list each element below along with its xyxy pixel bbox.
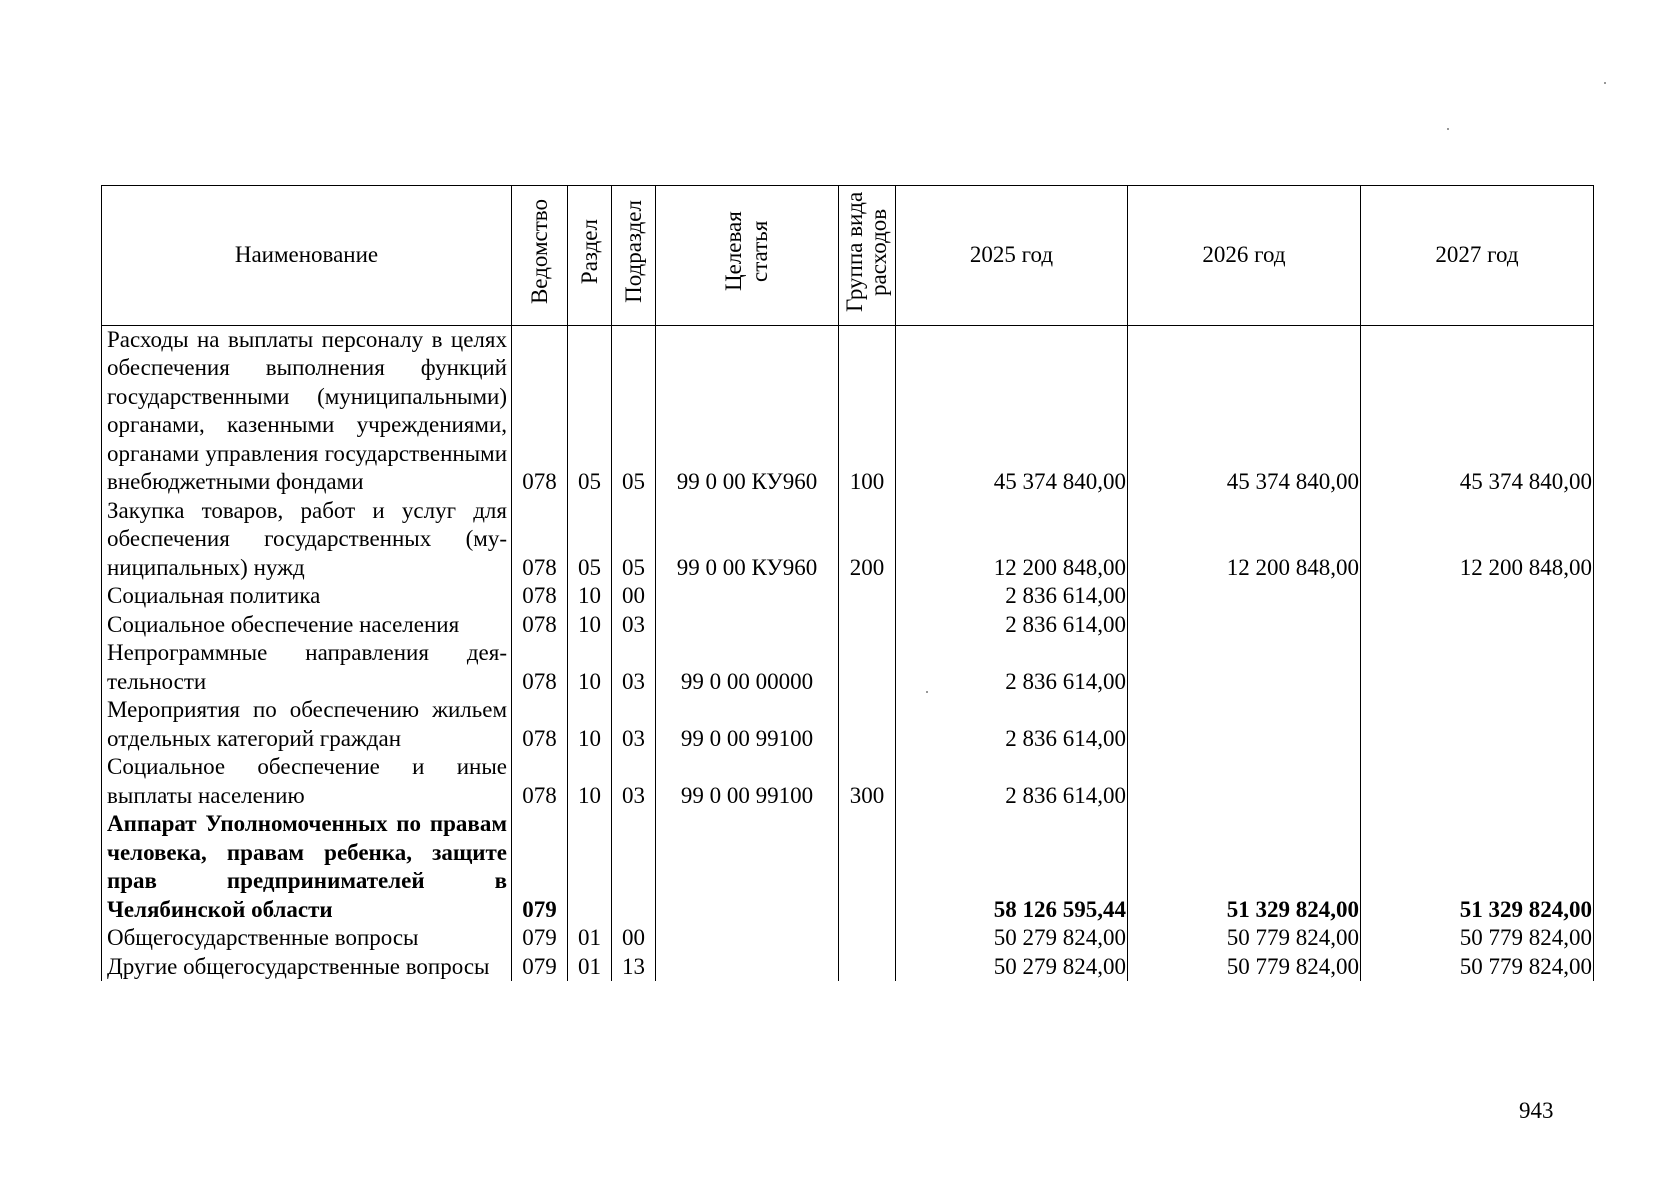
cell-2025: 45 374 840,00 <box>896 325 1128 497</box>
header-razdel <box>568 186 612 326</box>
cell-podrazdel <box>612 810 656 924</box>
cell-gruppa-vida <box>839 639 896 696</box>
cell-name: Непрограммные направления деятельности <box>102 639 512 696</box>
cell-name: Социальное обеспечение и иные выплаты населению <box>102 753 512 810</box>
cell-2027: 12 200 848,00 <box>1361 497 1594 583</box>
cell-razdel: 10 <box>568 611 612 640</box>
cell-vedomstvo: 078 <box>512 497 568 583</box>
cell-2027: 50 779 824,00 <box>1361 924 1594 953</box>
cell-2025: 2 836 614,00 <box>896 696 1128 753</box>
cell-razdel: 10 <box>568 639 612 696</box>
table-row <box>102 325 1594 497</box>
cell-2025: 12 200 848,00 <box>896 497 1128 583</box>
cell-razdel: 10 <box>568 753 612 810</box>
cell-gruppa-vida: 200 <box>839 497 896 583</box>
cell-2027 <box>1361 696 1594 753</box>
table-body <box>102 325 1594 981</box>
header-2025-label: 2025 год <box>969 242 1054 267</box>
cell-2026 <box>1128 582 1361 611</box>
cell-2026: 50 779 824,00 <box>1128 924 1361 953</box>
table-header-row <box>102 186 1594 326</box>
cell-name: Аппарат Уполномоченных по правам человека, правам ребенка, защите прав предпринимателей в Челябинской области <box>102 810 512 924</box>
header-name <box>102 186 512 326</box>
scan-speck <box>926 691 928 693</box>
cell-celevaya-statya <box>656 582 839 611</box>
table-row <box>102 639 1594 696</box>
header-2027 <box>1361 186 1594 326</box>
cell-2026 <box>1128 753 1361 810</box>
cell-name: Другие общегосударственные вопросы <box>102 953 512 982</box>
table-row <box>102 810 1594 924</box>
cell-podrazdel: 03 <box>612 753 656 810</box>
cell-podrazdel: 00 <box>612 924 656 953</box>
header-2026 <box>1128 186 1361 326</box>
cell-celevaya-statya <box>656 810 839 924</box>
table-row <box>102 696 1594 753</box>
table-row <box>102 753 1594 810</box>
cell-2026 <box>1128 639 1361 696</box>
cell-2025: 50 279 824,00 <box>896 953 1128 982</box>
cell-podrazdel: 05 <box>612 325 656 497</box>
cell-podrazdel: 05 <box>612 497 656 583</box>
header-2026-label: 2026 год <box>1202 242 1286 267</box>
cell-celevaya-statya <box>656 924 839 953</box>
cell-razdel: 01 <box>568 924 612 953</box>
cell-razdel: 05 <box>568 497 612 583</box>
cell-2025: 2 836 614,00 <box>896 639 1128 696</box>
table-row <box>102 611 1594 640</box>
cell-podrazdel: 03 <box>612 696 656 753</box>
cell-podrazdel: 13 <box>612 953 656 982</box>
cell-vedomstvo: 079 <box>512 924 568 953</box>
page-number: 943 <box>1519 1098 1554 1123</box>
cell-vedomstvo: 078 <box>512 325 568 497</box>
cell-razdel <box>568 810 612 924</box>
cell-2026: 51 329 824,00 <box>1128 810 1361 924</box>
cell-2027 <box>1361 582 1594 611</box>
cell-gruppa-vida <box>839 611 896 640</box>
budget-table <box>101 185 1594 981</box>
cell-2027 <box>1361 611 1594 640</box>
table-row <box>102 497 1594 583</box>
table-row <box>102 582 1594 611</box>
cell-name: Социальная политика <box>102 582 512 611</box>
header-name-label: Наименование <box>234 242 379 267</box>
cell-celevaya-statya: 99 0 00 КУ960 <box>656 497 839 583</box>
cell-2025: 58 126 595,44 <box>896 810 1128 924</box>
cell-celevaya-statya: 99 0 00 00000 <box>656 639 839 696</box>
cell-razdel: 01 <box>568 953 612 982</box>
cell-vedomstvo: 078 <box>512 753 568 810</box>
header-razdel-label: Раздел <box>576 218 602 285</box>
header-2025 <box>896 186 1128 326</box>
cell-2025: 2 836 614,00 <box>896 582 1128 611</box>
cell-gruppa-vida <box>839 924 896 953</box>
cell-name: Общегосударственные вопросы <box>102 924 512 953</box>
cell-name: Мероприятия по обеспечению жильем отдельных категорий граждан <box>102 696 512 753</box>
header-vedomstvo-label: Ведомство <box>526 198 552 305</box>
cell-2026: 45 374 840,00 <box>1128 325 1361 497</box>
cell-2025: 2 836 614,00 <box>896 753 1128 810</box>
cell-celevaya-statya <box>656 611 839 640</box>
table-row <box>102 924 1594 953</box>
cell-2026 <box>1128 696 1361 753</box>
cell-2026: 50 779 824,00 <box>1128 953 1361 982</box>
cell-celevaya-statya <box>656 953 839 982</box>
header-podrazdel <box>612 186 656 326</box>
cell-2027: 50 779 824,00 <box>1361 953 1594 982</box>
cell-vedomstvo: 078 <box>512 639 568 696</box>
cell-2027: 45 374 840,00 <box>1361 325 1594 497</box>
header-gruppa <box>839 186 896 326</box>
header-podrazdel-label: Подраздел <box>620 200 646 303</box>
cell-2025: 2 836 614,00 <box>896 611 1128 640</box>
cell-gruppa-vida <box>839 810 896 924</box>
cell-2027 <box>1361 753 1594 810</box>
cell-celevaya-statya: 99 0 00 99100 <box>656 753 839 810</box>
cell-gruppa-vida: 100 <box>839 325 896 497</box>
cell-podrazdel: 03 <box>612 611 656 640</box>
header-vedomstvo <box>512 186 568 326</box>
header-celevaya <box>656 186 839 326</box>
cell-razdel: 10 <box>568 696 612 753</box>
cell-celevaya-statya: 99 0 00 99100 <box>656 696 839 753</box>
header-2027-label: 2027 год <box>1435 242 1519 267</box>
cell-vedomstvo: 078 <box>512 582 568 611</box>
cell-vedomstvo: 079 <box>512 810 568 924</box>
cell-vedomstvo: 079 <box>512 953 568 982</box>
cell-name: Социальное обеспечение населения <box>102 611 512 640</box>
cell-vedomstvo: 078 <box>512 696 568 753</box>
cell-2027: 51 329 824,00 <box>1361 810 1594 924</box>
cell-vedomstvo: 078 <box>512 611 568 640</box>
scan-speck <box>1604 82 1606 84</box>
table-row <box>102 953 1594 982</box>
cell-2027 <box>1361 639 1594 696</box>
cell-name: Расходы на выплаты персоналу в целях обеспечения выполнения функций государственными (муниципальными) органами, казенными учреждениями, органами управления государственными внебюджетными фондами <box>102 325 512 497</box>
cell-podrazdel: 03 <box>612 639 656 696</box>
cell-razdel: 05 <box>568 325 612 497</box>
cell-2026: 12 200 848,00 <box>1128 497 1361 583</box>
cell-razdel: 10 <box>568 582 612 611</box>
scan-speck <box>1447 128 1449 130</box>
cell-gruppa-vida <box>839 696 896 753</box>
cell-gruppa-vida <box>839 953 896 982</box>
cell-gruppa-vida: 300 <box>839 753 896 810</box>
header-celevaya-label: Целевая статья <box>721 211 772 292</box>
cell-celevaya-statya: 99 0 00 КУ960 <box>656 325 839 497</box>
cell-gruppa-vida <box>839 582 896 611</box>
cell-2026 <box>1128 611 1361 640</box>
header-gruppa-label: Группа вида расходов <box>842 191 891 312</box>
cell-name: Закупка товаров, работ и услуг для обеспечения государственных (муниципальных) нужд <box>102 497 512 583</box>
cell-podrazdel: 00 <box>612 582 656 611</box>
cell-2025: 50 279 824,00 <box>896 924 1128 953</box>
